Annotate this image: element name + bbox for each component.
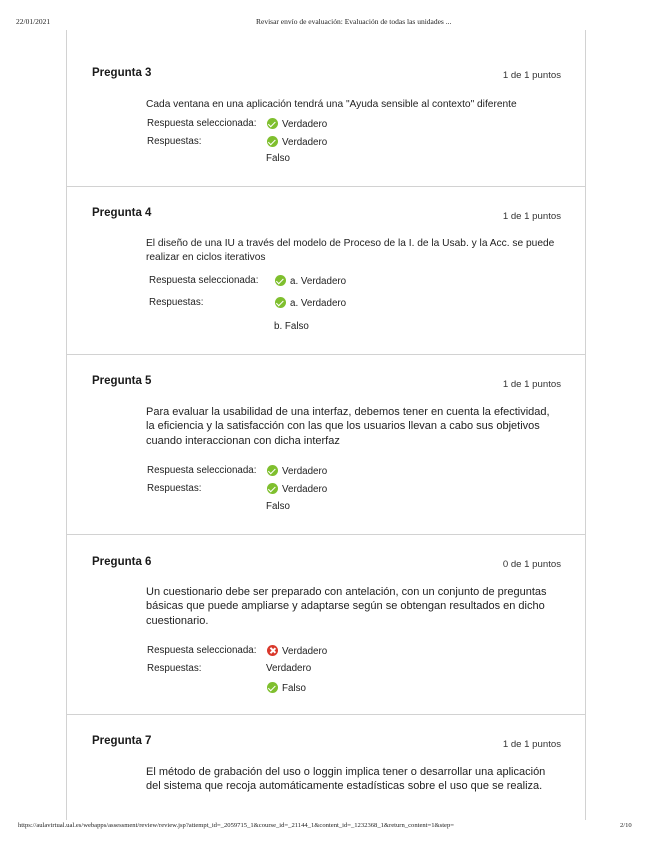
print-header — [0, 0, 655, 30]
question-5 — [67, 354, 585, 535]
question-text: Cada ventana en una aplicación tendrá una "Ayuda sensible al contexto" diferente — [146, 99, 517, 110]
selected-answer-value — [267, 465, 327, 477]
answer-option-text: Falso — [282, 683, 306, 694]
answer-option-text: Verdadero — [282, 137, 328, 148]
question-text: Para evaluar la usabilidad de una interfaz, debemos tener en cuenta la efectividad, la eficiencia y la satisfacción con las que los usuarios llevan a cabo sus objetivos cuando interaccionan con dicha interfaz — [146, 406, 550, 447]
selected-answer-label: Respuesta seleccionada: — [147, 118, 257, 129]
question-score: 1 de 1 puntos — [502, 211, 561, 222]
answers-label: Respuestas: — [149, 297, 204, 308]
answer-option — [267, 136, 327, 148]
selected-answer-value — [267, 645, 327, 657]
selected-answer-text: Verdadero — [282, 119, 328, 130]
question-title: Pregunta 6 — [92, 556, 152, 568]
answer-option: Falso — [266, 501, 290, 512]
print-footer — [0, 822, 655, 842]
question-7 — [67, 714, 585, 821]
question-text: Un cuestionario debe ser preparado con antelación, con un conjunto de preguntas básicas que puede ampliarse y adaptarse según se obtengan resultados en dicho cuestionario. — [146, 586, 547, 627]
check-circle-icon — [267, 483, 278, 494]
answers-label: Respuestas: — [147, 136, 202, 147]
question-score: 0 de 1 puntos — [502, 559, 561, 570]
x-circle-icon — [267, 645, 278, 656]
selected-answer-text: a. Verdadero — [290, 276, 347, 287]
question-score: 1 de 1 puntos — [502, 70, 561, 81]
selected-answer-label: Respuesta seleccionada: — [149, 275, 259, 286]
review-content — [66, 30, 586, 820]
question-6 — [67, 534, 585, 715]
question-text: El diseño de una IU a través del modelo de Proceso de la I. de la Usab. y la Acc. se puede realizar en ciclos iterativos — [146, 238, 555, 263]
print-page-number: 2/10 — [620, 822, 632, 829]
answer-option — [267, 483, 327, 495]
print-url: https://aulavirtual.ual.es/webapps/assessment/review/review.jsp?attempt_id=_2059715_1&course_id=_21144_1&content_id=_1232368_1&return_content=1&step= — [18, 822, 454, 829]
answer-option — [267, 682, 306, 694]
question-text: El método de grabación del uso o loggin implica tener o desarrollar una aplicación del sistema que recoja automáticamente estadísticas sobre el uso que se realiza. — [146, 766, 546, 793]
check-circle-icon — [275, 297, 286, 308]
question-title: Pregunta 5 — [92, 375, 152, 387]
answers-label: Respuestas: — [147, 663, 202, 674]
question-3 — [67, 30, 585, 186]
selected-answer-label: Respuesta seleccionada: — [147, 645, 257, 656]
answer-option-text: Verdadero — [282, 484, 328, 495]
check-circle-icon — [267, 465, 278, 476]
print-date: 22/01/2021 — [16, 17, 51, 26]
question-score: 1 de 1 puntos — [502, 379, 561, 390]
answer-option: Falso — [266, 153, 290, 164]
selected-answer-label: Respuesta seleccionada: — [147, 465, 257, 476]
answer-option: Verdadero — [266, 663, 312, 674]
answer-option — [275, 297, 346, 309]
answers-label: Respuestas: — [147, 483, 202, 494]
check-circle-icon — [267, 682, 278, 693]
question-title: Pregunta 3 — [92, 67, 152, 79]
check-circle-icon — [267, 136, 278, 147]
check-circle-icon — [275, 275, 286, 286]
selected-answer-text: Verdadero — [282, 466, 328, 477]
check-circle-icon — [267, 118, 278, 129]
selected-answer-value — [267, 118, 327, 130]
question-score: 1 de 1 puntos — [502, 739, 561, 750]
selected-answer-value — [275, 275, 346, 287]
question-4 — [67, 186, 585, 355]
print-page-title: Revisar envío de evaluación: Evaluación de todas las unidades ... — [256, 17, 452, 26]
selected-answer-text: Verdadero — [282, 646, 328, 657]
answer-option-text: a. Verdadero — [290, 298, 347, 309]
question-title: Pregunta 4 — [92, 207, 152, 219]
question-title: Pregunta 7 — [92, 735, 152, 747]
answer-option: b. Falso — [274, 321, 309, 332]
